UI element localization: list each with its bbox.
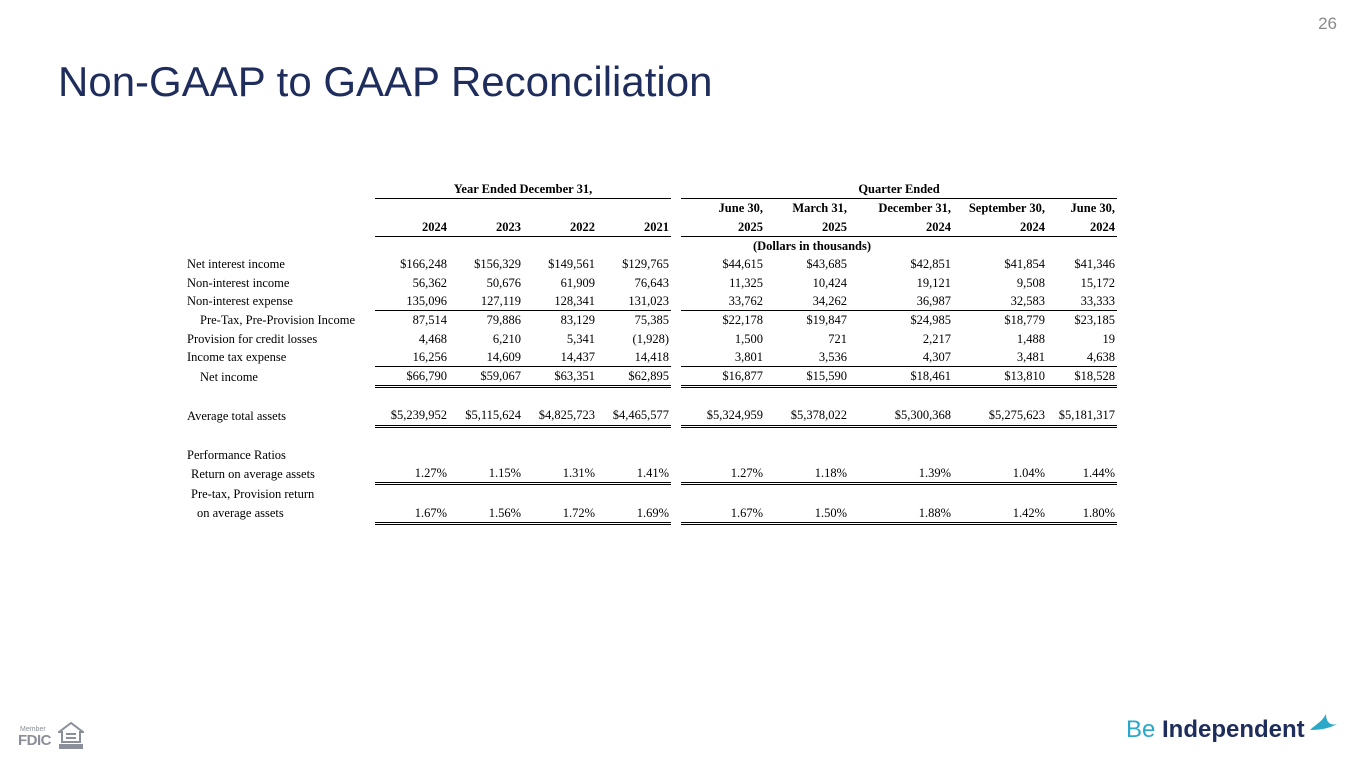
table-cell: $5,324,959 (681, 406, 765, 426)
table-cell: 10,424 (812, 275, 847, 290)
table-cell: 56,362 (412, 275, 447, 290)
row-label: Provision for credit losses (187, 331, 318, 346)
table-cell: 19,121 (916, 275, 951, 290)
table-cell: 1.39% (849, 464, 953, 484)
table-cell: $42,851 (910, 257, 951, 272)
table-cell: 2,217 (922, 331, 951, 346)
table-row (185, 503, 1117, 523)
table-cell (849, 484, 953, 504)
table-cell: $5,378,022 (765, 406, 849, 426)
table-cell: $62,895 (597, 366, 671, 386)
table-cell: $22,178 (722, 313, 763, 328)
table-cell: 131,023 (597, 292, 671, 311)
year-col-header: 2023 (449, 218, 523, 237)
table-cell: $24,985 (910, 313, 951, 328)
table-cell: 5,341 (566, 331, 595, 346)
table-cell: $166,248 (400, 257, 447, 272)
fdic-member-badge (18, 722, 88, 752)
table-cell: 16,256 (375, 348, 449, 367)
table-cell: 1.67% (375, 503, 449, 523)
table-cell: 4,468 (418, 331, 447, 346)
quarter-col-top: December 31, (878, 201, 951, 216)
table-cell: 79,886 (486, 313, 521, 328)
quarter-col-top: June 30, (1070, 201, 1115, 216)
row-label: Non-interest income (187, 275, 290, 290)
table-cell: $41,854 (1004, 257, 1045, 272)
quarter-col-top: June 30, (718, 201, 763, 216)
table-cell: 1.42% (953, 503, 1047, 523)
table-row (185, 329, 1117, 347)
table-cell: 127,119 (449, 292, 523, 311)
table-row (185, 446, 1117, 464)
table-cell (523, 484, 597, 504)
table-cell: 9,508 (1016, 275, 1045, 290)
table-cell (449, 446, 523, 464)
reconciliation-table (185, 180, 1117, 525)
table-cell: $44,615 (722, 257, 763, 272)
quarter-col-bottom: 2024 (1047, 218, 1117, 237)
table-cell: 87,514 (412, 313, 447, 328)
row-label: Income tax expense (187, 350, 287, 365)
table-cell: 1.50% (765, 503, 849, 523)
table-cell: 6,210 (492, 331, 521, 346)
table-cell: 3,481 (953, 348, 1047, 367)
table-cell: 135,096 (375, 292, 449, 311)
table-row (185, 273, 1117, 291)
table-cell: 1,488 (1016, 331, 1045, 346)
table-cell: $5,181,317 (1047, 406, 1117, 426)
table-cell (681, 484, 765, 504)
table-cell: 1.41% (597, 464, 671, 484)
quarter-col-top: September 30, (968, 201, 1045, 216)
table-row (185, 406, 1117, 426)
table-cell: $4,825,723 (523, 406, 597, 426)
table-cell: 4,307 (849, 348, 953, 367)
table-cell: 1.80% (1047, 503, 1117, 523)
table-cell: $59,067 (449, 366, 523, 386)
table-cell: $18,528 (1047, 366, 1117, 386)
table-cell: $5,115,624 (449, 406, 523, 426)
table-cell: 1.72% (523, 503, 597, 523)
table-row (185, 484, 1117, 504)
table-cell: 1.15% (449, 464, 523, 484)
table-cell: 19 (1102, 331, 1115, 346)
quarter-col-bottom: 2024 (953, 218, 1047, 237)
table-cell: 128,341 (523, 292, 597, 311)
table-cell: 1.18% (765, 464, 849, 484)
row-label: Pre-Tax, Pre-Provision Income (200, 312, 355, 327)
fdic-member-label: Member (20, 726, 46, 733)
table-cell: $66,790 (375, 366, 449, 386)
table-row (185, 311, 1117, 330)
quarter-col-bottom: 2024 (849, 218, 953, 237)
row-label: Non-interest expense (187, 294, 293, 309)
row-label: Pre-tax, Provision return (191, 486, 315, 501)
table-cell (681, 446, 765, 464)
row-label: Return on average assets (191, 466, 315, 481)
table-cell: 1.56% (449, 503, 523, 523)
table-cell (1047, 446, 1117, 464)
table-cell: $16,877 (681, 366, 765, 386)
year-col-header: 2021 (597, 218, 671, 237)
bird-icon (1308, 710, 1338, 738)
table-row (185, 292, 1117, 311)
table-cell: 4,638 (1047, 348, 1117, 367)
row-label: Performance Ratios (187, 447, 286, 462)
table-row (185, 255, 1117, 273)
table-cell: 1.44% (1047, 464, 1117, 484)
table-cell (849, 446, 953, 464)
table-cell: 36,987 (849, 292, 953, 311)
year-col-header: 2022 (523, 218, 597, 237)
table-cell: 76,643 (634, 275, 669, 290)
units-note: (Dollars in thousands) (752, 239, 872, 254)
table-cell: $63,351 (523, 366, 597, 386)
quarter-col-bottom: 2025 (681, 218, 765, 237)
table-cell: 11,325 (729, 275, 763, 290)
table-cell: 1.88% (849, 503, 953, 523)
year-ended-group-header: Year Ended December 31, (375, 180, 671, 199)
quarter-col-bottom: 2025 (765, 218, 849, 237)
table-cell: 14,609 (449, 348, 523, 367)
logo-independent-text: Independent (1162, 716, 1305, 743)
table-row (185, 366, 1117, 386)
table-cell: $5,300,368 (849, 406, 953, 426)
quarter-col-top: March 31, (792, 201, 847, 216)
table-cell (953, 484, 1047, 504)
table-cell: $149,561 (548, 257, 595, 272)
table-cell: $23,185 (1074, 313, 1115, 328)
table-cell: $19,847 (806, 313, 847, 328)
quarter-ended-group-header: Quarter Ended (681, 180, 1117, 199)
be-independent-logo (1126, 710, 1341, 750)
table-cell: 33,762 (681, 292, 765, 311)
table-cell (375, 446, 449, 464)
table-cell: 1.04% (953, 464, 1047, 484)
table-cell: 1.31% (523, 464, 597, 484)
table-cell: 3,801 (681, 348, 765, 367)
table-cell (765, 484, 849, 504)
table-cell: 50,676 (486, 275, 521, 290)
table-cell: $41,346 (1074, 257, 1115, 272)
table-cell (449, 484, 523, 504)
table-cell: 15,172 (1080, 275, 1115, 290)
spacer-row (185, 426, 1117, 446)
page-number: 26 (1318, 14, 1337, 33)
table-cell: $18,461 (849, 366, 953, 386)
table-cell: 61,909 (560, 275, 595, 290)
logo-be-text: Be (1126, 716, 1156, 743)
table-cell: 721 (828, 331, 847, 346)
table-cell: 34,262 (765, 292, 849, 311)
table-cell: 32,583 (953, 292, 1047, 311)
table-cell: 14,418 (597, 348, 671, 367)
table-cell: 75,385 (634, 313, 669, 328)
spacer-row (185, 387, 1117, 407)
row-label: Net interest income (187, 257, 285, 272)
table-cell: $4,465,577 (597, 406, 671, 426)
table-cell: $15,590 (765, 366, 849, 386)
table-cell (597, 484, 671, 504)
table-cell: 83,129 (560, 313, 595, 328)
table-cell: 1.67% (681, 503, 765, 523)
table-cell: $129,765 (622, 257, 669, 272)
table-cell (375, 484, 449, 504)
table-cell (523, 446, 597, 464)
table-cell: $13,810 (953, 366, 1047, 386)
table-cell: 14,437 (523, 348, 597, 367)
table-cell (765, 446, 849, 464)
year-col-header: 2024 (375, 218, 449, 237)
table-cell: $43,685 (806, 257, 847, 272)
table-cell (1047, 484, 1117, 504)
table-cell: 1.27% (681, 464, 765, 484)
table-row (185, 348, 1117, 367)
page-title: Non-GAAP to GAAP Reconciliation (58, 58, 713, 105)
table-cell: $5,239,952 (375, 406, 449, 426)
table-cell (953, 446, 1047, 464)
row-label: on average assets (197, 506, 284, 521)
table-cell: 1,500 (734, 331, 763, 346)
fdic-label: FDIC (18, 732, 51, 749)
table-cell: 33,333 (1047, 292, 1117, 311)
table-cell: $156,329 (474, 257, 521, 272)
table-cell: 1.69% (597, 503, 671, 523)
table-cell: $18,779 (1004, 313, 1045, 328)
table-cell (597, 446, 671, 464)
table-cell: 1.27% (375, 464, 449, 484)
table-cell: 3,536 (765, 348, 849, 367)
row-label: Average total assets (187, 409, 287, 424)
equal-housing-lender-icon (58, 722, 84, 750)
table-row (185, 464, 1117, 484)
table-cell: $5,275,623 (953, 406, 1047, 426)
row-label: Net income (200, 369, 258, 384)
table-cell: (1,928) (632, 331, 669, 346)
